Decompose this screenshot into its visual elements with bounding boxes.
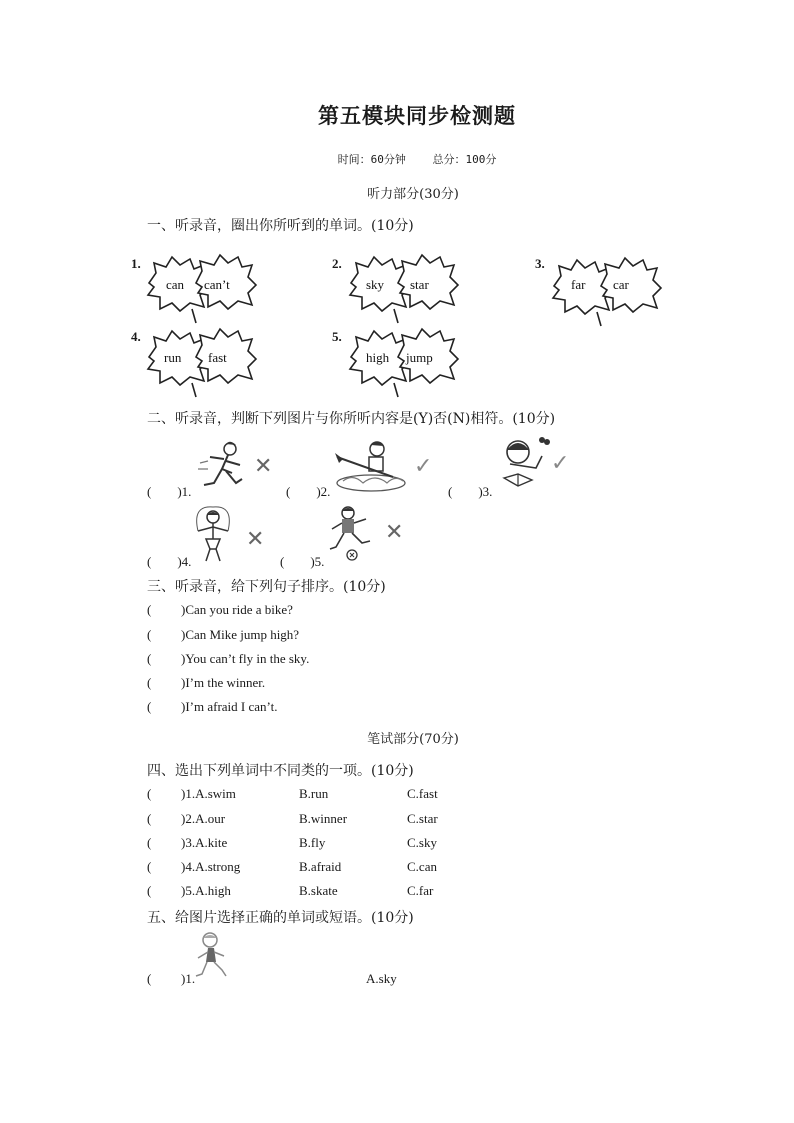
girl-reading-icon xyxy=(496,434,552,492)
sentence-text: I’m afraid I can’t. xyxy=(185,699,278,714)
answer-blank[interactable]: ( xyxy=(147,786,152,801)
answer-blank[interactable]: ( xyxy=(147,835,152,850)
sentence-row: ( )Can Mike jump high? xyxy=(147,627,300,642)
sentence-text: I’m the winner. xyxy=(185,675,266,690)
exam-total: 总分：100分 xyxy=(432,153,497,166)
choice-row xyxy=(147,811,438,827)
answer-blank[interactable]: ( xyxy=(147,883,152,898)
leaf-item-2-number: 2. xyxy=(332,256,342,271)
answer-blank[interactable]: ( xyxy=(147,602,152,617)
option-c: C.far xyxy=(407,883,434,898)
leaf-item-5-number: 5. xyxy=(332,329,342,344)
sentence-row: ( )You can’t fly in the sky. xyxy=(147,651,310,666)
answer-blank[interactable]: ( xyxy=(147,651,152,666)
option-b: B.winner xyxy=(299,811,348,826)
leaf-item-2-left-word: sky xyxy=(366,277,385,292)
option-a: A.sky xyxy=(366,971,397,986)
choice-row xyxy=(147,786,438,802)
check-mark-icon: ✓ xyxy=(414,454,433,479)
boy-playing-football-icon xyxy=(324,503,378,561)
answer-blank[interactable]: ( xyxy=(147,811,152,826)
answer-blank[interactable]: ( xyxy=(147,675,152,690)
cross-mark-icon-3: ✕ xyxy=(385,520,404,545)
boy-rowing-icon xyxy=(333,437,409,495)
page-title: 第五模块同步检测题 xyxy=(318,103,516,128)
answer-blank[interactable]: ( xyxy=(147,699,152,714)
choice-row xyxy=(147,883,433,899)
leaf-item-1-left-word: can xyxy=(166,277,185,292)
option-b: B.fly xyxy=(299,835,326,850)
option-b: B.skate xyxy=(299,883,338,898)
question-number: )1. xyxy=(181,971,196,986)
leaf-item-3-right-word: car xyxy=(613,277,629,292)
picture-choice-row xyxy=(147,971,397,987)
leaf-pair-2 xyxy=(346,253,462,325)
picture-item-1-label: ( )1. xyxy=(147,484,192,499)
picture-item-3-label: ( )3. xyxy=(448,484,493,499)
picture-item-5-label: ( )5. xyxy=(280,554,325,569)
sentence-text: Can Mike jump high? xyxy=(185,627,300,642)
leaf-item-3-number: 3. xyxy=(535,256,545,271)
choice-row xyxy=(147,835,437,851)
option-a: )2.A.our xyxy=(181,811,226,826)
section1-heading: 一、听录音，圈出你所听到的单词。(10分) xyxy=(147,218,414,234)
option-c: C.can xyxy=(407,859,437,874)
leaf-item-4-left-word: run xyxy=(164,350,182,365)
picture-item-4-label: ( )4. xyxy=(147,554,192,569)
section5-heading: 五、给图片选择正确的单词或短语。(10分) xyxy=(147,910,414,926)
choice-row xyxy=(147,859,437,875)
check-mark-icon-2: ✓ xyxy=(551,451,570,476)
leaf-item-2-right-word: star xyxy=(410,277,429,292)
boy-running-icon xyxy=(196,439,254,497)
listening-part-header: 听力部分(30分) xyxy=(367,187,459,202)
leaf-item-1-number: 1. xyxy=(131,256,141,271)
option-c: C.star xyxy=(407,811,438,826)
sentence-row: ( )I’m the winner. xyxy=(147,675,266,690)
option-b: B.afraid xyxy=(299,859,342,874)
sentence-text: You can’t fly in the sky. xyxy=(185,651,310,666)
option-a: )5.A.high xyxy=(181,883,231,898)
answer-blank[interactable]: ( xyxy=(147,971,152,986)
leaf-item-4-number: 4. xyxy=(131,329,141,344)
option-a: )3.A.kite xyxy=(181,835,228,850)
cross-mark-icon: ✕ xyxy=(254,454,273,479)
leaf-item-5-right-word: jump xyxy=(406,350,433,365)
exam-meta xyxy=(0,151,794,167)
answer-blank[interactable]: ( xyxy=(147,859,152,874)
section2-heading: 二、听录音，判断下列图片与你所听内容是(Y)否(N)相符。(10分) xyxy=(147,411,556,427)
answer-blank[interactable]: ( xyxy=(147,627,152,642)
leaf-pair-1 xyxy=(144,253,260,325)
option-c: C.fast xyxy=(407,786,438,801)
option-c: C.sky xyxy=(407,835,437,850)
leaf-item-5-left-word: high xyxy=(366,350,390,365)
leaf-item-1-right-word: can’t xyxy=(204,277,230,292)
sentence-row: ( )Can you ride a bike? xyxy=(147,602,293,617)
sentence-row: ( )I’m afraid I can’t. xyxy=(147,699,278,714)
leaf-pair-5 xyxy=(346,327,462,399)
sentence-text: Can you ride a bike? xyxy=(185,602,293,617)
girl-skipping-rope-icon xyxy=(190,505,236,563)
picture-item-2-label: ( )2. xyxy=(286,484,331,499)
option-a: )1.A.swim xyxy=(181,786,236,801)
exam-time: 时间：60分钟 xyxy=(337,153,406,166)
cross-mark-icon-2: ✕ xyxy=(246,527,265,552)
leaf-pair-4 xyxy=(144,327,260,399)
section3-heading: 三、听录音，给下列句子排序。(10分) xyxy=(147,579,386,595)
section4-heading: 四、选出下列单词中不同类的一项。(10分) xyxy=(147,763,414,779)
leaf-item-3-left-word: far xyxy=(571,277,586,292)
option-a: )4.A.strong xyxy=(181,859,241,874)
option-b: B.run xyxy=(299,786,329,801)
leaf-item-4-right-word: fast xyxy=(208,350,227,365)
leaf-pair-3 xyxy=(549,256,665,328)
written-part-header: 笔试部分(70分) xyxy=(367,732,459,747)
